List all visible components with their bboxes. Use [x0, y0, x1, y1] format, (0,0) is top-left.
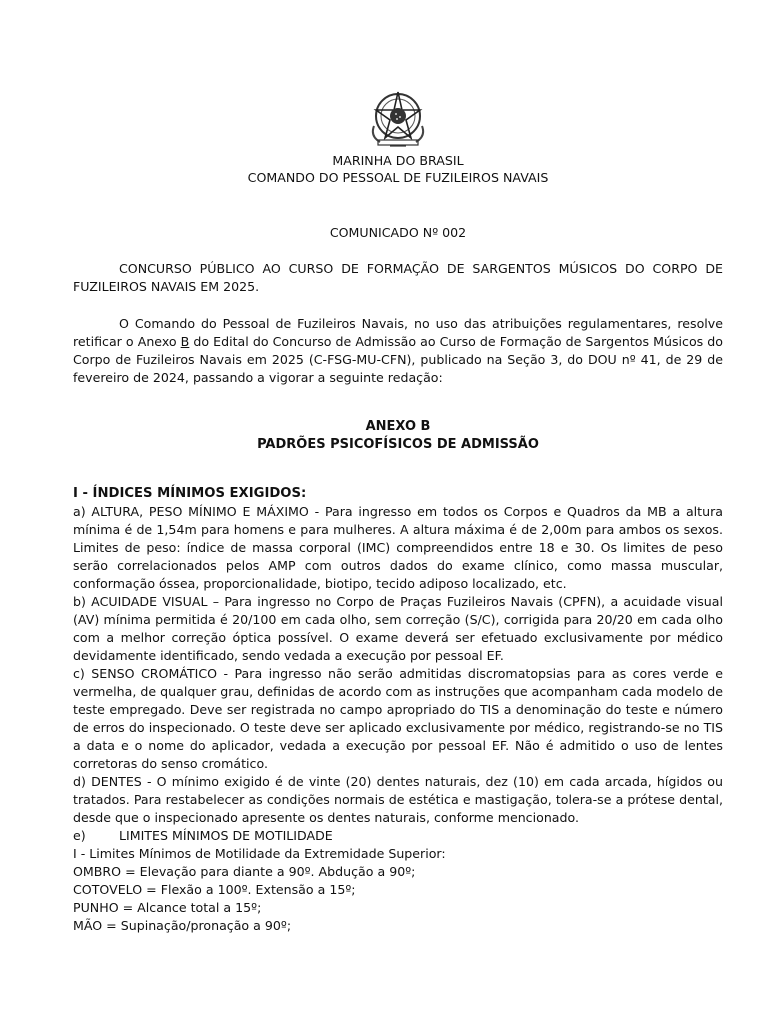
item-a-height-weight: a) ALTURA, PESO MÍNIMO E MÁXIMO - Para ingresso em todos os Corpos e Quadros da MB a altura mínima é de 1,54m para homens e para mulheres. A altura máxima é de 2,00m para ambos os sexos. Limites de peso: índice de massa corporal (IMC) compreendidos entre 18 e 30. Os limites de peso serão correlacionados pelos AMP com outros dados do exame clínico, como massa muscular, conformação óssea, proporcionalidade, biotipo, tecido adiposo localizado, etc. [73, 504, 723, 591]
org-name-marinha: MARINHA DO BRASIL [332, 153, 464, 168]
item-b-visual-acuity: b) ACUIDADE VISUAL – Para ingresso no Corpo de Praças Fuzileiros Navais (CPFN), a acuidade visual (AV) mínima permitida é 20/100 em cada olho, sem correção (S/C), corrigida para 20/20 em cada olho com a melhor correção óptica possível. O exame deverá ser efetuado exclusivamente por médico devidamente identificado, sendo vedada a execução por pessoal EF. [73, 594, 723, 663]
section-title: I - ÍNDICES MÍNIMOS EXIGIDOS: [73, 486, 307, 501]
intro-text-part2: do Edital do Concurso de Admissão ao Curso de Formação de Sargentos Músicos do Corpo de Fuzileiros Navais em 2025 (C-FSG-MU-CFN), publicado na Seção 3, do DOU nº 41, de 29 de fevereiro de 2024, passando a vigorar a seguinte redação: [73, 334, 723, 385]
annex-title: ANEXO B [365, 419, 431, 434]
org-name-comando: COMANDO DO PESSOAL DE FUZILEIROS NAVAIS [247, 170, 549, 185]
comunicado-number: COMUNICADO Nº 002 [329, 225, 467, 240]
annex-heading [73, 418, 723, 454]
document-page [73, 86, 723, 935]
item-d-teeth: d) DENTES - O mínimo exigido é de vinte (20) dentes naturais, dez (10) em cada arcada, hígidos ou tratados. Para restabelecer as condições normais de estética e mastigação, tolera-se a prótese dental, desde que o inspecionado apresente os dentes naturais, conforme mencionado. [73, 774, 723, 825]
subject-paragraph: CONCURSO PÚBLICO AO CURSO DE FORMAÇÃO DE SARGENTOS MÚSICOS DO CORPO DE FUZILEIROS NAVAIS EM 2025. [73, 261, 723, 294]
annex-subtitle: PADRÕES PSICOFÍSICOS DE ADMISSÃO [257, 437, 539, 452]
motility-line-wrist: PUNHO = Alcance total a 15º; [73, 900, 262, 915]
item-e-label: e) [73, 828, 86, 843]
motility-line-hand: MÃO = Supinação/pronação a 90º; [73, 918, 292, 933]
motility-line-elbow: COTOVELO = Flexão a 100º. Extensão a 15º; [73, 882, 356, 897]
item-e-motility [73, 827, 723, 845]
motility-heading: I - Limites Mínimos de Motilidade da Extremidade Superior: [73, 846, 446, 861]
intro-paragraph [73, 315, 723, 387]
coat-of-arms-emblem [366, 86, 430, 150]
motility-line-shoulder: OMBRO = Elevação para diante a 90º. Abdução a 90º; [73, 864, 416, 879]
item-e-text: LIMITES MÍNIMOS DE MOTILIDADE [119, 828, 333, 843]
item-c-color-sense: c) SENSO CROMÁTICO - Para ingresso não serão admitidas discromatopsias para as cores verde e vermelha, de qualquer grau, definidas de acordo com as instruções que acompanham cada modelo de teste empregado. Deve ser registrada no campo apropriado do TIS a denominação do teste e número de erros do inspecionado. O teste deve ser aplicado exclusivamente por médico, registrando-se no TIS a data e o nome do aplicador, vedada a execução por pessoal EF. Não é admitido o uso de lentes corretoras do senso cromático. [73, 666, 723, 771]
intro-text-part1: O Comando do Pessoal de Fuzileiros Navais, no uso das atribuições regulamentares, resolve retificar o Anexo [73, 316, 723, 349]
intro-annex-letter: B [180, 334, 190, 349]
